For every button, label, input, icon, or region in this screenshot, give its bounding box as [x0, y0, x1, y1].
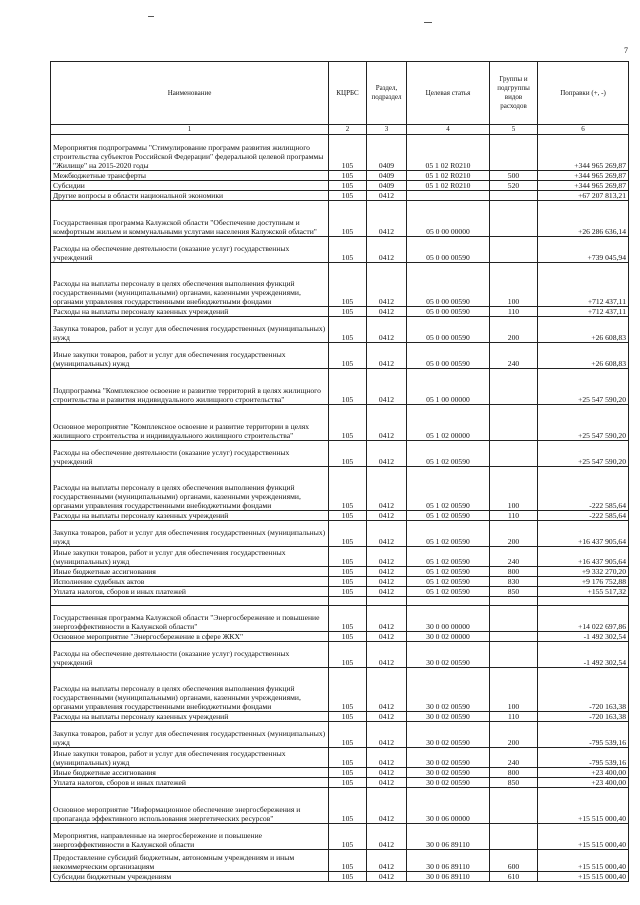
row-amount: +16 437 905,64 — [538, 547, 629, 567]
row-section: 0412 — [367, 872, 407, 882]
table-row — [51, 369, 629, 405]
column-number-row — [51, 125, 629, 135]
row-kcrbs: 105 — [329, 135, 367, 171]
row-expense-group: 110 — [490, 712, 538, 722]
row-name: Иные закупки товаров, работ и услуг для обеспечения государственных (муниципальных) нужд — [51, 343, 329, 369]
row-name: Расходы на обеспечение деятельности (оказание услуг) государственных учреждений — [51, 237, 329, 263]
row-kcrbs: 105 — [329, 317, 367, 343]
row-kcrbs: 105 — [329, 768, 367, 778]
row-expense-group: 610 — [490, 872, 538, 882]
table-row — [51, 511, 629, 521]
row-section: 0412 — [367, 441, 407, 467]
row-target-article: 30 0 06 89110 — [407, 824, 490, 850]
row-section — [367, 597, 407, 606]
row-expense-group — [490, 191, 538, 201]
table-row — [51, 317, 629, 343]
row-target-article: 05 1 02 R0210 — [407, 171, 490, 181]
header-section: Раздел, подраздел — [367, 62, 407, 125]
row-amount: -222 585,64 — [538, 511, 629, 521]
table-row — [51, 405, 629, 441]
scan-mark — [148, 16, 154, 17]
row-target-article: 05 0 00 00590 — [407, 237, 490, 263]
row-name: Основное мероприятие "Энергосбережение в сфере ЖКХ" — [51, 632, 329, 642]
row-section: 0412 — [367, 263, 407, 307]
row-kcrbs: 105 — [329, 778, 367, 788]
table-row — [51, 587, 629, 597]
row-expense-group: 800 — [490, 768, 538, 778]
table-row — [51, 201, 629, 237]
row-target-article: 05 1 02 00590 — [407, 441, 490, 467]
row-kcrbs: 105 — [329, 748, 367, 768]
row-expense-group: 240 — [490, 547, 538, 567]
row-amount: +739 045,94 — [538, 237, 629, 263]
row-amount: +15 515 000,40 — [538, 788, 629, 824]
row-kcrbs: 105 — [329, 343, 367, 369]
row-section: 0412 — [367, 521, 407, 547]
row-name: Расходы на обеспечение деятельности (оказание услуг) государственных учреждений — [51, 642, 329, 668]
table-row — [51, 263, 629, 307]
row-target-article: 05 1 02 00590 — [407, 511, 490, 521]
row-kcrbs: 105 — [329, 872, 367, 882]
row-name: Расходы на выплаты персоналу в целях обеспечения выполнения функций государственными (муниципальными) органами, казенными учреждениями, органами управления государственными внебюджетными фондами — [51, 263, 329, 307]
row-expense-group: 830 — [490, 577, 538, 587]
row-name: Исполнение судебных актов — [51, 577, 329, 587]
row-section: 0412 — [367, 587, 407, 597]
row-section: 0412 — [367, 201, 407, 237]
row-target-article: 30 0 02 00590 — [407, 778, 490, 788]
table-row — [51, 712, 629, 722]
row-kcrbs: 105 — [329, 263, 367, 307]
row-section: 0412 — [367, 369, 407, 405]
table-row — [51, 872, 629, 882]
table-row — [51, 748, 629, 768]
row-target-article: 30 0 06 00000 — [407, 788, 490, 824]
table-row — [51, 824, 629, 850]
row-name: Расходы на выплаты персоналу казенных учреждений — [51, 712, 329, 722]
table-row — [51, 768, 629, 778]
row-amount: +23 400,00 — [538, 778, 629, 788]
row-target-article: 30 0 00 00000 — [407, 606, 490, 632]
row-kcrbs: 105 — [329, 467, 367, 511]
row-kcrbs: 105 — [329, 606, 367, 632]
row-expense-group: 200 — [490, 521, 538, 547]
row-expense-group — [490, 201, 538, 237]
row-section: 0412 — [367, 567, 407, 577]
row-section: 0409 — [367, 181, 407, 191]
row-amount: +15 515 000,40 — [538, 850, 629, 872]
row-kcrbs: 105 — [329, 632, 367, 642]
row-amount: +25 547 590,20 — [538, 369, 629, 405]
header-expense-groups: Группы и подгруппы видов расходов — [490, 62, 538, 125]
row-section: 0409 — [367, 171, 407, 181]
row-name: Иные бюджетные ассигнования — [51, 768, 329, 778]
row-kcrbs: 105 — [329, 547, 367, 567]
row-expense-group — [490, 632, 538, 642]
row-name: Закупка товаров, работ и услуг для обеспечения государственных (муниципальных) нужд — [51, 722, 329, 748]
row-expense-group: 200 — [490, 317, 538, 343]
page-number: 7 — [624, 46, 628, 55]
row-expense-group: 100 — [490, 263, 538, 307]
row-kcrbs: 105 — [329, 181, 367, 191]
row-kcrbs: 105 — [329, 201, 367, 237]
row-name: Расходы на выплаты персоналу казенных учреждений — [51, 511, 329, 521]
row-kcrbs: 105 — [329, 642, 367, 668]
row-target-article: 05 0 00 00590 — [407, 307, 490, 317]
row-kcrbs: 105 — [329, 850, 367, 872]
column-number: 6 — [538, 125, 629, 135]
row-section: 0412 — [367, 824, 407, 850]
table-row — [51, 850, 629, 872]
row-target-article: 30 0 02 00590 — [407, 722, 490, 748]
row-expense-group — [490, 441, 538, 467]
row-name: Государственная программа Калужской области "Энергосбережение и повышение энергоэффективности в Калужской области" — [51, 606, 329, 632]
row-name: Уплата налогов, сборов и иных платежей — [51, 778, 329, 788]
row-section: 0412 — [367, 748, 407, 768]
row-target-article: 05 1 02 00590 — [407, 521, 490, 547]
row-expense-group: 850 — [490, 587, 538, 597]
row-expense-group: 100 — [490, 668, 538, 712]
row-kcrbs: 105 — [329, 668, 367, 712]
table-row — [51, 642, 629, 668]
row-amount: +25 547 590,20 — [538, 405, 629, 441]
row-amount: +344 965 269,87 — [538, 171, 629, 181]
table-row — [51, 307, 629, 317]
row-section: 0412 — [367, 467, 407, 511]
table-row — [51, 788, 629, 824]
table-row — [51, 135, 629, 171]
row-kcrbs: 105 — [329, 369, 367, 405]
row-kcrbs: 105 — [329, 237, 367, 263]
row-name: Субсидии бюджетным учреждениям — [51, 872, 329, 882]
row-amount: +16 437 905,64 — [538, 521, 629, 547]
row-name: Расходы на выплаты персоналу в целях обеспечения выполнения функций государственными (муниципальными) органами, казенными учреждениями, органами управления государственными внебюджетными фондами — [51, 668, 329, 712]
table-row — [51, 577, 629, 587]
row-amount: +14 022 697,86 — [538, 606, 629, 632]
row-target-article: 05 1 02 R0210 — [407, 181, 490, 191]
row-section: 0412 — [367, 632, 407, 642]
row-name — [51, 597, 329, 606]
row-kcrbs: 105 — [329, 307, 367, 317]
row-expense-group — [490, 369, 538, 405]
row-name: Подпрограмма "Комплексное освоение и развитие территорий в целях жилищного строительства и развития индивидуального жилищного строительства" — [51, 369, 329, 405]
row-section: 0412 — [367, 712, 407, 722]
row-section: 0412 — [367, 405, 407, 441]
row-section: 0412 — [367, 778, 407, 788]
row-amount: +712 437,11 — [538, 263, 629, 307]
table-row — [51, 778, 629, 788]
row-section: 0412 — [367, 237, 407, 263]
row-target-article: 05 0 00 00590 — [407, 343, 490, 369]
row-kcrbs: 105 — [329, 521, 367, 547]
row-section: 0412 — [367, 642, 407, 668]
row-amount: +26 608,83 — [538, 317, 629, 343]
row-kcrbs: 105 — [329, 405, 367, 441]
row-expense-group: 110 — [490, 307, 538, 317]
column-number: 5 — [490, 125, 538, 135]
column-number: 1 — [51, 125, 329, 135]
row-expense-group: 110 — [490, 511, 538, 521]
row-kcrbs — [329, 597, 367, 606]
row-kcrbs: 105 — [329, 712, 367, 722]
row-target-article: 30 0 02 00590 — [407, 668, 490, 712]
row-amount: +15 515 000,40 — [538, 824, 629, 850]
row-target-article: 30 0 06 89110 — [407, 850, 490, 872]
row-kcrbs: 105 — [329, 722, 367, 748]
row-expense-group: 240 — [490, 343, 538, 369]
row-expense-group — [490, 642, 538, 668]
row-name: Закупка товаров, работ и услуг для обеспечения государственных (муниципальных) нужд — [51, 317, 329, 343]
row-target-article: 30 0 02 00590 — [407, 748, 490, 768]
row-target-article: 30 0 02 00590 — [407, 768, 490, 778]
row-target-article: 05 1 02 00000 — [407, 405, 490, 441]
row-amount: +26 286 636,14 — [538, 201, 629, 237]
row-amount: -795 539,16 — [538, 722, 629, 748]
row-amount: -1 492 302,54 — [538, 632, 629, 642]
row-kcrbs: 105 — [329, 567, 367, 577]
row-target-article: 05 0 00 00590 — [407, 263, 490, 307]
row-amount: +9 332 270,20 — [538, 567, 629, 577]
row-expense-group: 850 — [490, 778, 538, 788]
row-section: 0412 — [367, 547, 407, 567]
column-number: 4 — [407, 125, 490, 135]
table-row — [51, 237, 629, 263]
header-target-article: Целевая статья — [407, 62, 490, 125]
row-section: 0409 — [367, 135, 407, 171]
row-name: Закупка товаров, работ и услуг для обеспечения государственных (муниципальных) нужд — [51, 521, 329, 547]
row-section: 0412 — [367, 768, 407, 778]
row-amount: -795 539,16 — [538, 748, 629, 768]
row-section: 0412 — [367, 788, 407, 824]
row-target-article: 30 0 02 00000 — [407, 632, 490, 642]
row-amount — [538, 597, 629, 606]
row-name: Уплата налогов, сборов и иных платежей — [51, 587, 329, 597]
row-expense-group — [490, 135, 538, 171]
row-section: 0412 — [367, 577, 407, 587]
row-target-article: 30 0 02 00590 — [407, 712, 490, 722]
table-row — [51, 191, 629, 201]
row-name: Предоставление субсидий бюджетным, автономным учреждениям и иным некоммерческим организациям — [51, 850, 329, 872]
row-expense-group: 240 — [490, 748, 538, 768]
table-header-row — [51, 62, 629, 125]
row-target-article — [407, 597, 490, 606]
table-row — [51, 521, 629, 547]
row-name: Мероприятия, направленные на энергосбережение и повышение энергоэффективности в Калужской области — [51, 824, 329, 850]
table-row — [51, 343, 629, 369]
row-target-article: 05 0 00 00590 — [407, 317, 490, 343]
row-section: 0412 — [367, 511, 407, 521]
row-expense-group: 600 — [490, 850, 538, 872]
row-target-article: 05 1 02 00590 — [407, 577, 490, 587]
row-target-article: 05 1 00 00000 — [407, 369, 490, 405]
row-target-article: 05 1 02 00590 — [407, 587, 490, 597]
table-row — [51, 597, 629, 606]
row-kcrbs: 105 — [329, 577, 367, 587]
row-section: 0412 — [367, 191, 407, 201]
row-name: Иные бюджетные ассигнования — [51, 567, 329, 577]
row-name: Межбюджетные трансферты — [51, 171, 329, 181]
row-section: 0412 — [367, 343, 407, 369]
table-row — [51, 668, 629, 712]
header-kcrbs: КЦРБС — [329, 62, 367, 125]
row-kcrbs: 105 — [329, 511, 367, 521]
row-target-article: 05 1 02 R0210 — [407, 135, 490, 171]
table-row — [51, 467, 629, 511]
row-amount: +15 515 000,40 — [538, 872, 629, 882]
row-amount: +23 400,00 — [538, 768, 629, 778]
row-kcrbs: 105 — [329, 587, 367, 597]
row-name: Расходы на выплаты персоналу в целях обеспечения выполнения функций государственными (муниципальными) органами, казенными учреждениями, органами управления государственными внебюджетными фондами — [51, 467, 329, 511]
budget-amendments-table — [50, 61, 629, 882]
row-kcrbs: 105 — [329, 441, 367, 467]
row-amount: +155 517,32 — [538, 587, 629, 597]
row-name: Мероприятия подпрограммы "Стимулирование программ развития жилищного строительства субъектов Российской Федерации" федеральной целевой программы "Жилище" на 2015-2020 годы — [51, 135, 329, 171]
header-amendments: Поправки (+, -) — [538, 62, 629, 125]
table-row — [51, 722, 629, 748]
row-section: 0412 — [367, 317, 407, 343]
row-kcrbs: 105 — [329, 788, 367, 824]
row-section: 0412 — [367, 722, 407, 748]
table-row — [51, 567, 629, 577]
header-name: Наименование — [51, 62, 329, 125]
row-name: Основное мероприятие "Информационное обеспечение энергосбережения и пропаганда эффективного использования энергетических ресурсов" — [51, 788, 329, 824]
row-amount: +344 965 269,87 — [538, 135, 629, 171]
scan-mark — [424, 22, 432, 23]
row-amount: -1 492 302,54 — [538, 642, 629, 668]
row-amount: +25 547 590,20 — [538, 441, 629, 467]
row-name: Иные закупки товаров, работ и услуг для обеспечения государственных (муниципальных) нужд — [51, 547, 329, 567]
table-row — [51, 441, 629, 467]
row-expense-group — [490, 788, 538, 824]
row-expense-group — [490, 237, 538, 263]
row-section: 0412 — [367, 606, 407, 632]
table-row — [51, 632, 629, 642]
row-name: Иные закупки товаров, работ и услуг для обеспечения государственных (муниципальных) нужд — [51, 748, 329, 768]
row-name: Субсидии — [51, 181, 329, 191]
row-target-article: 30 0 06 89110 — [407, 872, 490, 882]
row-section: 0412 — [367, 850, 407, 872]
table-row — [51, 181, 629, 191]
row-expense-group: 800 — [490, 567, 538, 577]
row-amount: +26 608,83 — [538, 343, 629, 369]
column-number: 2 — [329, 125, 367, 135]
row-kcrbs: 105 — [329, 171, 367, 181]
row-expense-group — [490, 606, 538, 632]
row-target-article: 05 1 02 00590 — [407, 547, 490, 567]
row-expense-group — [490, 405, 538, 441]
row-section: 0412 — [367, 668, 407, 712]
row-amount: -222 585,64 — [538, 467, 629, 511]
table-row — [51, 606, 629, 632]
row-amount: +344 965 269,87 — [538, 181, 629, 191]
row-expense-group — [490, 824, 538, 850]
column-number: 3 — [367, 125, 407, 135]
row-expense-group: 520 — [490, 181, 538, 191]
row-section: 0412 — [367, 307, 407, 317]
row-target-article: 05 1 02 00590 — [407, 467, 490, 511]
row-amount: -720 163,38 — [538, 712, 629, 722]
row-name: Расходы на обеспечение деятельности (оказание услуг) государственных учреждений — [51, 441, 329, 467]
row-amount: +712 437,11 — [538, 307, 629, 317]
row-amount: +9 176 752,88 — [538, 577, 629, 587]
row-kcrbs: 105 — [329, 191, 367, 201]
row-name: Другие вопросы в области национальной экономики — [51, 191, 329, 201]
row-name: Расходы на выплаты персоналу казенных учреждений — [51, 307, 329, 317]
row-name: Основное мероприятие "Комплексное освоение и развитие территории в целях жилищного строительства и индивидуального жилищного строительства" — [51, 405, 329, 441]
row-target-article: 05 0 00 00000 — [407, 201, 490, 237]
table-row — [51, 547, 629, 567]
row-target-article: 05 1 02 00590 — [407, 567, 490, 577]
row-target-article: 30 0 02 00590 — [407, 642, 490, 668]
row-target-article — [407, 191, 490, 201]
table-row — [51, 171, 629, 181]
row-name: Государственная программа Калужской области "Обеспечение доступным и комфортным жильем и коммунальными услугами населения Калужской области" — [51, 201, 329, 237]
row-expense-group: 100 — [490, 467, 538, 511]
row-expense-group — [490, 597, 538, 606]
row-expense-group: 200 — [490, 722, 538, 748]
row-amount: +67 207 813,21 — [538, 191, 629, 201]
row-expense-group: 500 — [490, 171, 538, 181]
table-body — [51, 135, 629, 882]
row-kcrbs: 105 — [329, 824, 367, 850]
row-amount: -720 163,38 — [538, 668, 629, 712]
